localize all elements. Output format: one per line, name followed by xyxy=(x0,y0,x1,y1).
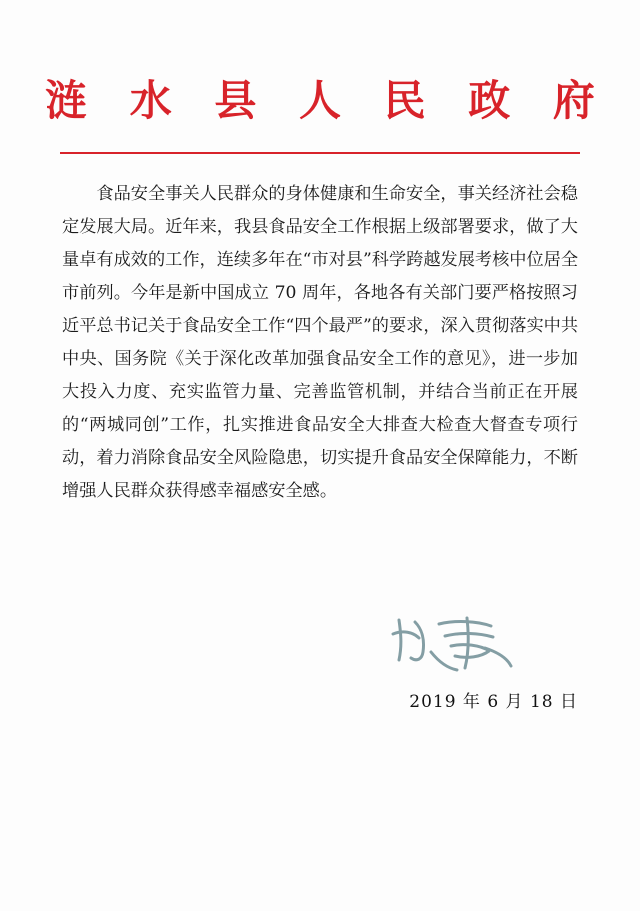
document-header xyxy=(0,78,640,124)
handwritten-signature-icon xyxy=(385,612,545,682)
header-divider-rule xyxy=(60,152,580,154)
document-body xyxy=(62,178,578,508)
body-paragraph: 食品安全事关人民群众的身体健康和生命安全，事关经济社会稳定发展大局。近年来，我县食品安全工作根据上级部署要求，做了大量卓有成效的工作，连续多年在“市对县”科学跨越发展考核中位居全市前列。今年是新中国成立 70 周年，各地各有关部门要严格按照习近平总书记关于食品安全工作“四个最严”的要求，深入贯彻落实中共中央、国务院《关于深化改革加强食品安全工作的意见》，进一步加大投入力度、充实监管力量、完善监管机制，并结合当前正在开展的“两城同创”工作，扎实推进食品安全大排查大检查大督查专项行动，着力消除食品安全风险隐患，切实提升食品安全保障能力，不断增强人民群众获得感幸福感安全感。 xyxy=(62,184,579,501)
signature-date: 2019 年 6 月 18 日 xyxy=(409,692,578,712)
page-title: 涟 水 县 人 民 政 府 xyxy=(45,76,609,125)
